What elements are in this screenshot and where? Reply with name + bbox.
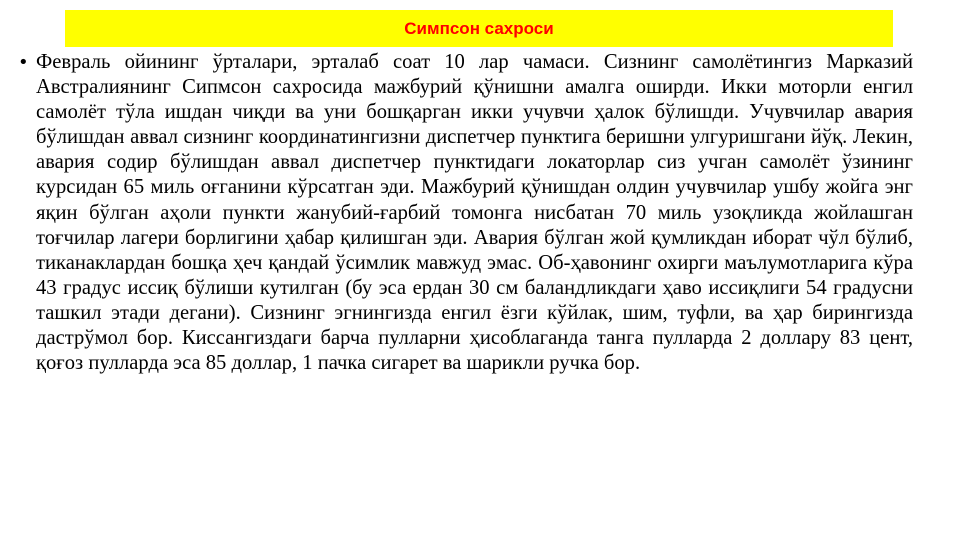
slide-content bbox=[18, 50, 915, 376]
slide-title-bar bbox=[65, 10, 893, 47]
body-paragraph: Февраль ойининг ўрталари, эрталаб соат 10 лар чамаси. Сизнинг самолётингиз Марказий Австралиянинг Сипмсон сахросида мажбурий қўнишни амалга оширди. Икки моторли енгил самолёт тўла ишдан чиқди ва уни бошқарган икки учувчи ҳалок бўлишди. Учувчилар авария бўлишдан аввал сизнинг координатингизни диспетчер пунктига беришни улгуришгани йўқ. Лекин, авария содир бўлишдан аввал диспетчер пунктидаги локаторлар сиз учган самолёт ўзининг курсидан 65 миль оғганини кўрсатган эди. Мажбурий қўнишдан олдин учувчилар ушбу жойга энг яқин бўлган аҳоли пункти жанубий-ғарбий томонга нисбатан 70 миль узоқликда жойлашган тоғчилар лагери борлигини ҳабар қилишган эди. Авария бўлган жой қумликдан иборат чўл бўлиб, тиканаклардан бошқа ҳеч қандай ўсимлик мавжуд эмас. Об-ҳавонинг охирги маълумотларига кўра 43 градус иссиқ бўлиши кутилган (бу эса ердан 30 см баландликдаги ҳаво иссиқлиги 54 градусни ташкил этади дегани). Сизнинг эгнингизда енгил ёзги кўйлак, шим, туфли, ва ҳар бирингизда дастрўмол бор. Киссангиздаги барча пулларни ҳисоблаганда танга пулларда 2 доллару 83 цент, қоғоз пулларда эса 85 доллар, 1 пачка сигарет ва шарикли ручка бор. bbox=[36, 51, 913, 375]
slide-title: Симпсон сахроси bbox=[404, 18, 554, 38]
bullet-marker: • bbox=[18, 52, 29, 73]
